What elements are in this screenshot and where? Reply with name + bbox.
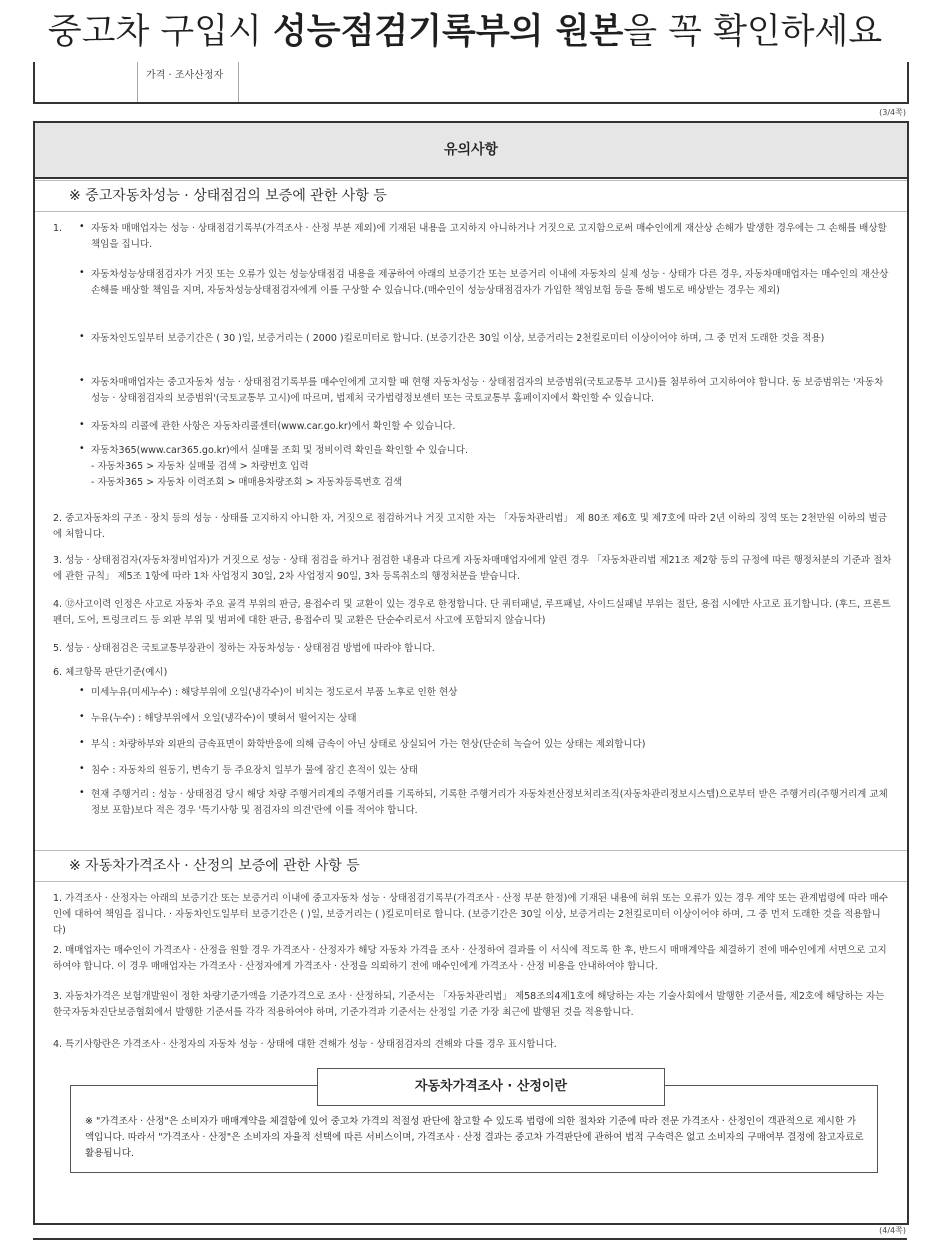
s1-item-1-b4: 자동차매매업자는 중고자동차 성능 · 상태점검기록부를 매수인에게 고지할 때 현행 자동차성능 · 상태점검자의 보증범위(국토교통부 고시)를 첨부하여 고지하여야 합니다. 동 보증범위는 '자동차성능 · 상태점검자의 보증범위'(국토교통부 고시)에 따르며, 법제처 국가법령정보센터 또는 국토교통부 홈페이지에서 확인할 수 있습니다. — [91, 377, 884, 404]
s2-item-4: 4. 특기사항란은 가격조사 · 산정자의 자동차 성능 · 상태에 대한 견해가 성능 · 상태점검자의 견해와 다를 경우 표시합니다. — [53, 1039, 557, 1050]
s1-item-3: 3. 성능 · 상태점검자(자동차정비업자)가 거짓으로 성능 · 상태 점검을 하거나 점검한 내용과 다르게 자동차매매업자에게 알린 경우 「자동차관리법 제21조 제2항 등의 규정에 따른 행정처분의 기준과 절차에 관한 규칙」 제5조 1항에 따라 1차 사업정지 30일, 2차 사업정지 90일, 3차 등록취소의 행정처분을 받습니다. — [53, 555, 892, 582]
s1-item-6: 6. 체크항목 판단기준(예시) — [53, 667, 168, 678]
notice-box — [33, 121, 909, 1225]
s2-item-1: 1. 가격조사 · 산정자는 아래의 보증기간 또는 보증거리 이내에 중고자동차 성능 · 상태점검기록부(가격조사 · 산정 부분 한정)에 기재된 내용에 허위 또는 오류가 있는 경우 계약 또는 관계법령에 따라 매수인에 대하여 책임을 집니다. · 자동차인도일부터 보증기간은 ( )일, 보증거리는 ( )킬로미터로 합니다. (보증기간은 30일 이상, 보증거리는 2천킬로미터 이상이어야 하며, 그 중 먼저 도래한 것을 적용합니다) — [53, 893, 889, 936]
s1-item-1-b6: 자동차365(www.car365.go.kr)에서 실매물 조회 및 정비이력 확인을 확인할 수 있습니다. — [91, 445, 468, 456]
prev-cell-label: 가격 · 조사산정자 — [146, 70, 224, 81]
s2-item-2: 2. 매매업자는 매수인이 가격조사 · 산정을 원할 경우 가격조사 · 산정자가 해당 자동차 가격을 조사 · 산정하여 결과를 이 서식에 적도록 한 후, 반드시 매매계약을 체결하기 전에 매수인에게 서면으로 고지하여야 합니다. 이 경우 매매업자는 가격조사 · 산정자에게 가격조사 · 산정을 의뢰하기 전에 매수인에게 가격조사 · 산정 비용을 안내하여야 합니다. — [53, 945, 887, 972]
definition-title: 자동차가격조사 · 산정이란 — [317, 1068, 665, 1106]
top-banner — [0, 0, 930, 62]
notice-header: 유의사항 — [35, 123, 907, 179]
page-number-3: (3/4쪽) — [879, 108, 906, 117]
s1-check-4: 침수 : 자동차의 원동기, 변속기 등 주요장치 일부가 물에 잠긴 흔적이 있는 상태 — [91, 765, 418, 776]
s1-item-1-b6b: - 자동차365 > 자동차 이력조회 > 매매용차량조회 > 자동차등록번호 검색 — [91, 477, 403, 488]
bullet-icon: • — [79, 267, 85, 278]
s1-item-1-b5: 자동차의 리콜에 관한 사항은 자동차리콜센터(www.car.go.kr)에서 확인할 수 있습니다. — [91, 421, 456, 432]
banner-pre: 중고차 구입시 — [47, 12, 273, 52]
bullet-icon: • — [79, 685, 85, 696]
s2-item-3: 3. 자동차가격은 보험개발원이 정한 차량기준가액을 기준가격으로 조사 · 산정하되, 기준서는 「자동차관리법」 제58조의4제1호에 해당하는 자는 기술사회에서 발행한 기준서를, 제2호에 해당하는 자는 한국자동차진단보증협회에서 발행한 기준서를 각각 적용하여야 하며, 기준가격과 기준서는 산정일 기준 가장 최근에 발행된 것을 적용합니다. — [53, 991, 885, 1018]
s1-check-5: 현재 주행거리 : 성능 · 상태점검 당시 해당 차량 주행거리계의 주행거리를 기록하되, 기록한 주행거리가 자동차전산정보처리조직(자동차관리정보시스템)으로부터 받은 주행거리(주행거리계 교체 정보 포함)보다 적은 경우 '특기사항 및 점검자의 의견'란에 이를 적어야 합니다. — [91, 789, 888, 816]
s1-item-2: 2. 중고자동차의 구조 · 장치 등의 성능 · 상태를 고지하지 아니한 자, 거짓으로 점검하거나 거짓 고지한 자는 「자동차관리법」 제 80조 제6호 및 제7호에 따라 2년 이하의 징역 또는 2천만원 이하의 벌금에 처합니다. — [53, 513, 887, 540]
definition-text: ※ "가격조사 · 산정"은 소비자가 매매계약을 체결함에 있어 중고차 가격의 적절성 판단에 참고할 수 있도록 법령에 의한 절차와 기준에 따라 전문 가격조사 · 산정인이 객관적으로 제시한 가액입니다. 따라서 "가격조사 · 산정"은 소비자의 자율적 선택에 따른 서비스이며, 가격조사 · 산정 결과는 중고차 가격판단에 관하여 법적 구속력은 없고 소비자의 구매여부 결정에 참고자료로 활용됩니다. — [85, 1116, 864, 1159]
s1-check-1: 미세누유(미세누수) : 해당부위에 오일(냉각수)이 비치는 정도로서 부품 노후로 인한 현상 — [91, 687, 458, 698]
bullet-icon: • — [79, 711, 85, 722]
section1-title-text: ※ 중고자동차성능 · 상태점검의 보증에 관한 사항 등 — [69, 188, 387, 204]
bullet-icon: • — [79, 221, 85, 232]
s1-check-2: 누유(누수) : 해당부위에서 오일(냉각수)이 맺혀서 떨어지는 상태 — [91, 713, 357, 724]
prev-table-cell — [137, 62, 239, 102]
s1-check-3: 부식 : 차량하부와 외판의 금속표면이 화학반응에 의해 금속이 아닌 상태로 상실되어 가는 현상(단순히 녹슬어 있는 상태는 제외합니다) — [91, 739, 646, 750]
banner-post: 을 꼭 확인하세요 — [623, 12, 883, 52]
bullet-icon: • — [79, 443, 85, 454]
s1-num-1: 1. — [53, 223, 63, 234]
bullet-icon: • — [79, 331, 85, 342]
bullet-icon: • — [79, 787, 85, 798]
previous-page-table — [33, 62, 909, 104]
definition-box — [70, 1079, 878, 1173]
s1-item-1-b6a: - 자동차365 > 자동차 실매물 검색 > 차량번호 입력 — [91, 461, 309, 472]
page-number-4: (4/4쪽) — [879, 1226, 906, 1235]
bullet-icon: • — [79, 763, 85, 774]
banner-bold: 성능점검기록부의 원본 — [272, 12, 624, 52]
s1-item-4: 4. ⑫사고이력 인정은 사고로 자동차 주요 골격 부위의 판금, 용접수리 및 교환이 있는 경우로 한정합니다. 단 쿼터패널, 루프패널, 사이드실패널 부위는 절단, 용접 시에만 사고로 표기합니다. (후드, 프론트펜더, 도어, 트렁크리드 등 외판 부위 및 범퍼에 대한 판금, 용접수리 및 교환은 단순수리로서 사고에 포함되지 않습니다) — [53, 599, 891, 626]
s1-item-5: 5. 성능 · 상태점검은 국토교통부장관이 정하는 자동차성능 · 상태점검 방법에 따라야 합니다. — [53, 643, 435, 654]
bullet-icon: • — [79, 737, 85, 748]
s1-item-1-b2: 자동차성능상태점검자가 거짓 또는 오류가 있는 성능상태점검 내용을 제공하여 아래의 보증기간 또는 보증거리 이내에 자동차의 실제 성능 · 상태가 다른 경우, 자동차매매업자는 매수인의 재산상 손해를 배상할 책임을 지며, 자동차성능상태점검자에게 이를 구상할 수 있습니다.(매수인이 성능상태점검자가 가입한 책임보험 등을 통해 별도로 배상받는 경우는 제외) — [91, 269, 889, 296]
bullet-icon: • — [79, 375, 85, 386]
s1-item-1-b3: 자동차인도일부터 보증기간은 ( 30 )일, 보증거리는 ( 2000 )킬로미터로 합니다. (보증기간은 30일 이상, 보증거리는 2천킬로미터 이상이어야 하며, 그 중 먼저 도래한 것을 적용) — [91, 333, 825, 344]
section2-title-text: ※ 자동차가격조사 · 산정의 보증에 관한 사항 등 — [69, 858, 360, 874]
s1-item-1-b1: 자동차 매매업자는 성능 · 상태점검기록부(가격조사 · 산정 부분 제외)에 기재된 내용을 고지하지 아니하거나 거짓으로 고지함으로써 매수인에게 재산상 손해가 발생한 경우에는 그 손해를 배상할 책임을 집니다. — [91, 223, 887, 250]
section1-title — [35, 180, 907, 212]
bottom-rule — [33, 1238, 907, 1240]
bullet-icon: • — [79, 419, 85, 430]
section2-title — [35, 850, 907, 882]
